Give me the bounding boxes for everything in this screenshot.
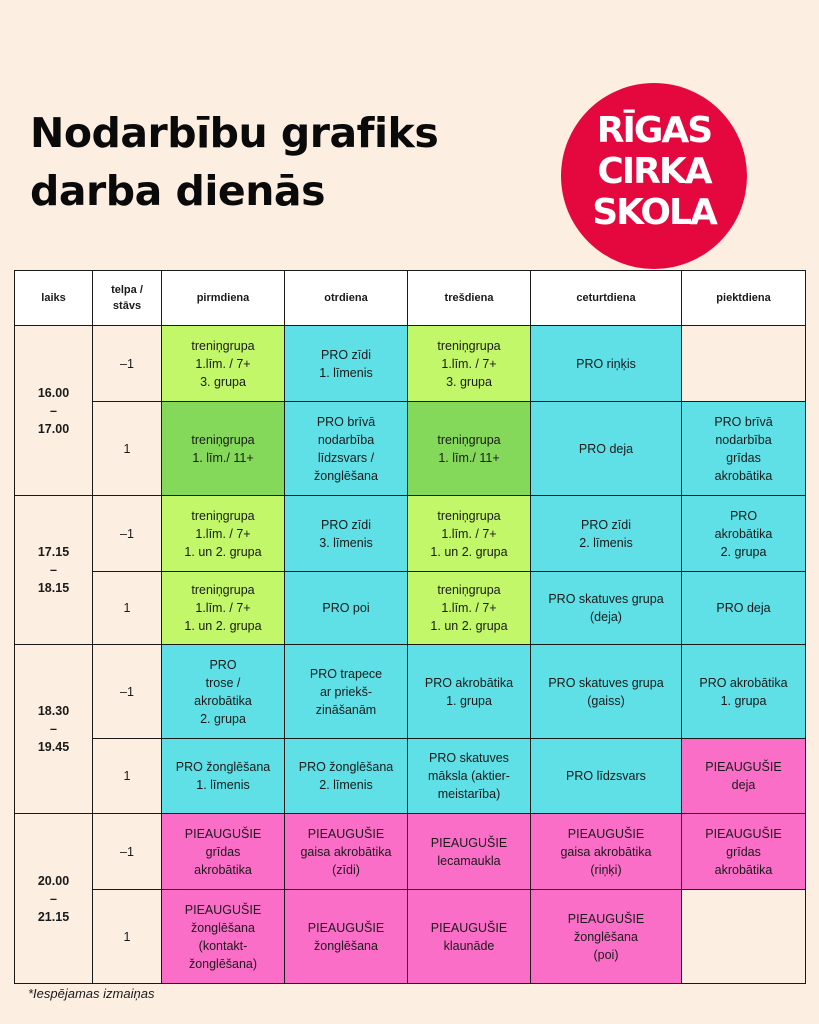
class-cell-tuesday — [285, 326, 408, 402]
time-slot-line: – — [50, 403, 57, 418]
time-slot-line: 18.15 — [37, 581, 70, 595]
class-cell-line: 3. grupa — [446, 374, 492, 389]
class-cell-thursday — [531, 739, 682, 814]
class-cell-line: žonglēšana — [191, 920, 255, 935]
class-cell-line: klaunāde — [443, 938, 495, 953]
class-cell-monday — [162, 496, 285, 572]
class-cell-line: treniņgrupa — [191, 432, 255, 447]
class-cell-tuesday — [285, 814, 408, 890]
class-cell-line: PIEAUGUŠIE — [567, 911, 645, 926]
class-cell-friday — [682, 814, 806, 890]
class-cell-line: akrobātika — [194, 693, 252, 708]
class-cell-line: 1.līm. / 7+ — [441, 356, 497, 371]
class-cell-wednesday — [408, 496, 531, 572]
class-cell-line: (riņķi) — [590, 862, 622, 877]
class-cell-wednesday — [408, 814, 531, 890]
logo-line-2: CIRKA — [597, 151, 711, 192]
time-slot-line: 17.00 — [37, 421, 70, 436]
class-cell-line: PIEAUGUŠIE — [307, 826, 385, 841]
class-cell-line: treniņgrupa — [437, 508, 501, 523]
class-cell-line: 1. grupa — [446, 693, 492, 708]
time-slot-line: – — [50, 563, 57, 577]
room-floor-cell: –1 — [93, 326, 162, 402]
class-cell-line: PRO skatuves grupa — [548, 592, 664, 606]
class-cell-line: PRO riņķis — [576, 356, 636, 371]
table-row — [15, 326, 806, 402]
class-cell-line: PRO zīdi — [320, 347, 371, 362]
class-cell-line: 1. līmenis — [319, 365, 373, 380]
class-cell-line: lecamaukla — [437, 853, 501, 868]
class-cell-line: PRO skatuves grupa — [548, 675, 664, 690]
class-cell-line: žonglēšana) — [188, 956, 258, 971]
class-cell-line: 1.līm. / 7+ — [441, 601, 497, 615]
class-cell-line: PRO akrobātika — [424, 675, 514, 690]
class-cell-line: 1.līm. / 7+ — [195, 601, 251, 615]
school-logo — [561, 83, 747, 269]
class-cell-line: PRO — [729, 508, 758, 523]
header-room-line-1: telpa / — [111, 284, 143, 296]
class-cell-line: nodarbība — [317, 432, 375, 447]
header-room-line-2: stāvs — [112, 300, 142, 312]
time-slot-line: 18.30 — [37, 704, 70, 718]
class-cell-line: PIEAUGUŠIE — [184, 902, 262, 917]
class-cell-tuesday — [285, 496, 408, 572]
class-cell-line: PIEAUGUŠIE — [184, 826, 262, 841]
class-cell-tuesday — [285, 645, 408, 739]
class-cell-line: gaisa akrobātika — [300, 844, 392, 859]
class-cell-friday — [682, 890, 806, 984]
header-time: laiks — [15, 271, 93, 326]
class-cell-line: 2. līmenis — [319, 778, 373, 792]
table-row — [15, 814, 806, 890]
class-cell-line: 3. grupa — [200, 374, 246, 389]
header-day-monday: pirmdiena — [162, 271, 285, 326]
header-day-thursday: ceturtdiena — [531, 271, 682, 326]
class-cell-line: PRO deja — [578, 441, 634, 456]
class-cell-line: 1. un 2. grupa — [184, 619, 262, 633]
room-floor-cell: 1 — [93, 890, 162, 984]
class-cell-line: akrobātika — [714, 468, 773, 483]
class-cell-thursday — [531, 890, 682, 984]
header-room — [93, 271, 162, 326]
class-cell-friday — [682, 402, 806, 496]
class-cell-friday — [682, 326, 806, 402]
class-cell-line: 2. grupa — [200, 711, 246, 726]
class-cell-line: PIEAUGUŠIE — [705, 760, 782, 774]
class-cell-line: (deja) — [590, 610, 622, 624]
time-slot-line: – — [50, 722, 57, 736]
class-cell-friday — [682, 739, 806, 814]
class-cell-line: 1.līm. / 7+ — [195, 526, 251, 541]
class-cell-line: 1. līm./ 11+ — [438, 450, 500, 465]
logo-line-1: RĪGAS — [596, 110, 712, 151]
class-cell-line: treniņgrupa — [437, 338, 501, 353]
page-title-line-1: Nodarbību grafiks — [30, 109, 439, 157]
room-floor-cell: 1 — [93, 739, 162, 814]
class-cell-line: ar priekš- — [319, 684, 373, 699]
page-title-line-2: darba dienās — [30, 167, 325, 215]
class-cell-monday — [162, 402, 285, 496]
class-cell-line: PIEAUGUŠIE — [705, 826, 782, 841]
class-cell-line: akrobātika — [194, 862, 252, 877]
class-cell-line: 1. un 2. grupa — [430, 544, 508, 559]
time-slot-cell — [15, 814, 93, 984]
table-row — [15, 496, 806, 572]
class-cell-tuesday — [285, 890, 408, 984]
table-row — [15, 890, 806, 984]
class-cell-line: treniņgrupa — [437, 583, 501, 597]
class-cell-line: žonglēšana — [574, 929, 638, 944]
class-cell-friday — [682, 496, 806, 572]
class-cell-line: PRO brīvā — [316, 414, 376, 429]
class-cell-line: 1.līm. / 7+ — [195, 356, 251, 371]
header-day-wednesday: trešdiena — [408, 271, 531, 326]
time-slot-cell — [15, 326, 93, 496]
table-row — [15, 645, 806, 739]
class-cell-line: 1. un 2. grupa — [430, 619, 508, 633]
class-cell-thursday — [531, 572, 682, 645]
class-cell-line: (poi) — [593, 947, 619, 962]
class-cell-line: PRO — [209, 657, 237, 672]
class-cell-wednesday — [408, 572, 531, 645]
time-slot-cell — [15, 645, 93, 814]
class-cell-monday — [162, 645, 285, 739]
class-cell-line: PRO deja — [716, 601, 771, 615]
class-cell-line: PRO poi — [322, 601, 370, 615]
class-cell-monday — [162, 572, 285, 645]
class-cell-monday — [162, 890, 285, 984]
page-title — [30, 104, 438, 220]
header-day-friday: piektdiena — [682, 271, 806, 326]
class-cell-line: līdzsvars / — [317, 450, 375, 465]
class-cell-wednesday — [408, 739, 531, 814]
header-day-tuesday: otrdiena — [285, 271, 408, 326]
class-cell-line: žonglēšana — [314, 938, 378, 953]
time-slot-cell — [15, 496, 93, 645]
table-row — [15, 402, 806, 496]
class-cell-line: 3. līmenis — [319, 535, 373, 550]
class-cell-line: treniņgrupa — [191, 338, 255, 353]
class-cell-line: PRO akrobātika — [699, 675, 788, 690]
class-cell-monday — [162, 814, 285, 890]
class-cell-line: meistarība) — [437, 787, 501, 801]
class-cell-wednesday — [408, 645, 531, 739]
class-cell-tuesday — [285, 402, 408, 496]
table-row — [15, 739, 806, 814]
class-cell-line: trose / — [205, 675, 241, 690]
class-cell-line: grīdas — [726, 844, 761, 859]
class-cell-thursday — [531, 645, 682, 739]
class-cell-line: treniņgrupa — [191, 583, 255, 597]
class-cell-line: 2. grupa — [720, 544, 767, 559]
time-slot-line: – — [50, 891, 57, 906]
class-cell-line: zināšanām — [315, 702, 377, 717]
class-cell-line: 1. līmenis — [196, 778, 250, 792]
class-cell-line: akrobātika — [714, 862, 773, 877]
class-cell-line: PRO zīdi — [320, 517, 371, 532]
room-floor-cell: 1 — [93, 572, 162, 645]
class-cell-thursday — [531, 326, 682, 402]
class-cell-tuesday — [285, 739, 408, 814]
time-slot-line: 17.15 — [37, 545, 70, 559]
class-cell-line: 1. un 2. grupa — [184, 544, 262, 559]
class-cell-line: 1. grupa — [720, 693, 767, 708]
class-cell-thursday — [531, 496, 682, 572]
class-cell-line: PIEAUGUŠIE — [307, 920, 385, 935]
time-slot-line: 16.00 — [37, 385, 70, 400]
time-slot-line: 20.00 — [37, 873, 70, 888]
class-cell-line: māksla (aktier- — [428, 769, 510, 783]
room-floor-cell: –1 — [93, 496, 162, 572]
footnote: *Iespējamas izmaiņas — [28, 986, 155, 1001]
class-cell-line: 1.līm. / 7+ — [441, 526, 497, 541]
class-cell-line: treniņgrupa — [437, 432, 501, 447]
class-cell-line: PRO trapece — [309, 666, 383, 681]
table-row — [15, 572, 806, 645]
class-cell-line: gaisa akrobātika — [560, 844, 652, 859]
class-cell-line: 1. līm./ 11+ — [192, 450, 254, 465]
class-cell-line: deja — [731, 778, 756, 792]
class-cell-line: (gaiss) — [587, 693, 625, 708]
class-cell-monday — [162, 739, 285, 814]
schedule-body — [15, 326, 806, 984]
class-cell-line: treniņgrupa — [191, 508, 255, 523]
class-cell-line: PRO žonglēšana — [175, 760, 271, 774]
class-cell-wednesday — [408, 402, 531, 496]
class-cell-line: PRO žonglēšana — [298, 760, 394, 774]
schedule-table — [14, 270, 806, 984]
class-cell-line: žonglēšana — [314, 468, 378, 483]
room-floor-cell: –1 — [93, 645, 162, 739]
class-cell-thursday — [531, 814, 682, 890]
header-row — [15, 271, 806, 326]
class-cell-line: grīdas — [205, 844, 241, 859]
class-cell-tuesday — [285, 572, 408, 645]
class-cell-line: PIEAUGUŠIE — [430, 920, 508, 935]
class-cell-line: (kontakt- — [198, 938, 248, 953]
time-slot-line: 19.45 — [37, 740, 70, 754]
class-cell-wednesday — [408, 326, 531, 402]
class-cell-line: PIEAUGUŠIE — [430, 835, 508, 850]
class-cell-friday — [682, 645, 806, 739]
class-cell-line: 2. līmenis — [579, 535, 633, 550]
room-floor-cell: –1 — [93, 814, 162, 890]
class-cell-line: akrobātika — [714, 526, 773, 541]
room-floor-cell: 1 — [93, 402, 162, 496]
class-cell-line: nodarbība — [715, 432, 772, 447]
class-cell-wednesday — [408, 890, 531, 984]
class-cell-line: PRO brīvā — [714, 414, 773, 429]
class-cell-line: PRO skatuves — [429, 751, 509, 765]
class-cell-line: PRO zīdi — [580, 517, 631, 532]
class-cell-friday — [682, 572, 806, 645]
class-cell-line: PIEAUGUŠIE — [567, 826, 645, 841]
class-cell-thursday — [531, 402, 682, 496]
time-slot-line: 21.15 — [37, 909, 70, 924]
class-cell-line: (zīdi) — [332, 862, 360, 877]
class-cell-line: grīdas — [726, 450, 761, 465]
class-cell-monday — [162, 326, 285, 402]
class-cell-line: PRO līdzsvars — [566, 769, 646, 783]
logo-line-3: SKOLA — [592, 192, 716, 233]
